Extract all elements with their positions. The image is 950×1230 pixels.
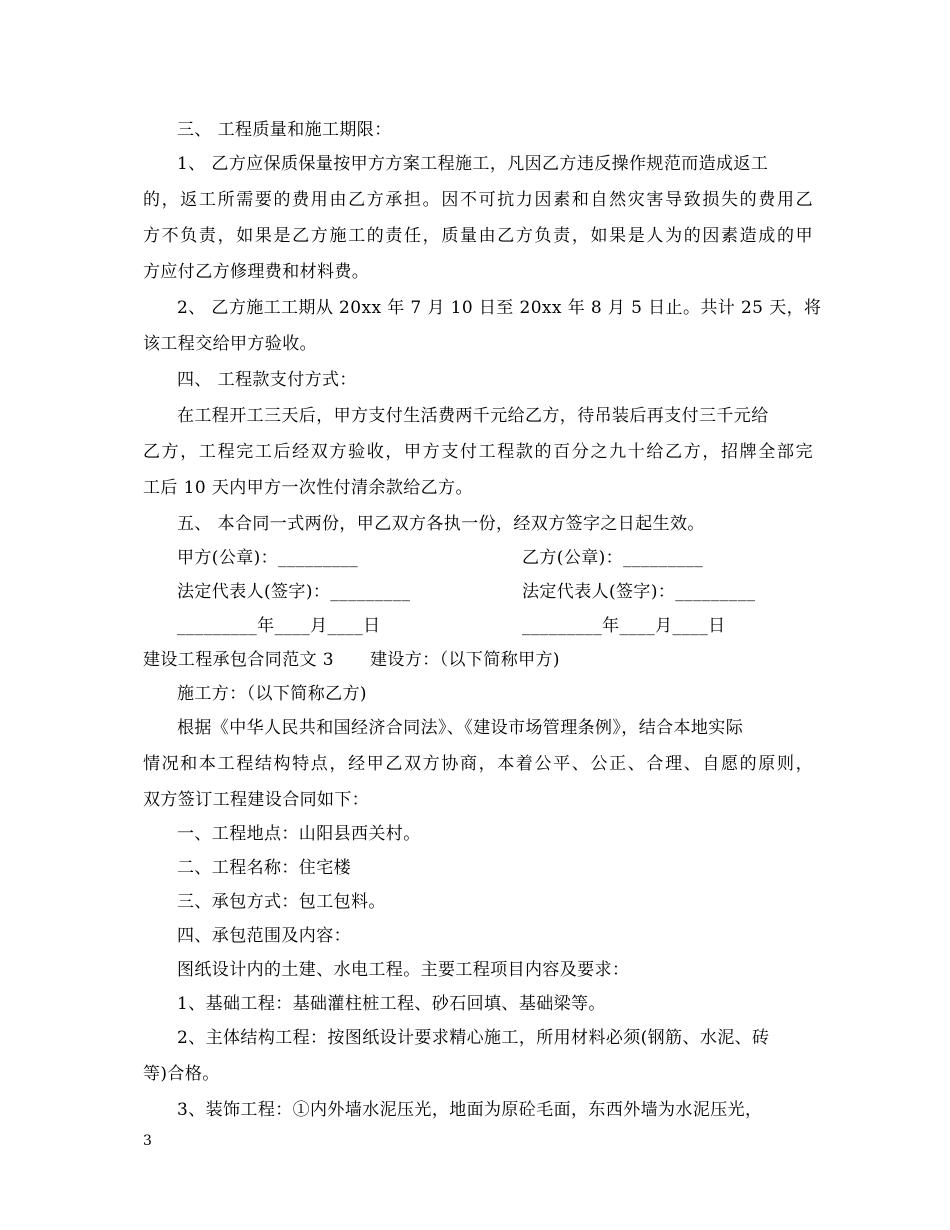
paragraph-line: 乙方，工程完工后经双方验收，甲方支付工程款的百分之九十给乙方，招牌全部完 — [143, 442, 813, 462]
party-a-date: _________年____月____日 — [177, 616, 381, 636]
paragraph-line: 情况和本工程结构特点，经甲乙双方协商，本着公平、公正、合理、自愿的原则， — [143, 754, 813, 774]
section-4-heading: 四、 工程款支付方式： — [177, 370, 357, 390]
section-5-text: 五、 本合同一式两份，甲乙双方各执一份，经双方签字之日起生效。 — [177, 514, 705, 534]
clause-item: 三、承包方式：包工包料。 — [177, 892, 386, 912]
party-a-seal: 甲方(公章)：_________ — [177, 548, 359, 568]
page-number: 3 — [143, 1133, 152, 1149]
paragraph-line: 工后 10 天内甲方一次性付清余款给乙方。 — [143, 478, 473, 498]
paragraph-line: 在工程开工三天后，甲方支付生活费两千元给乙方，待吊装后再支付三千元给 — [177, 406, 769, 426]
paragraph-line: 根据《中华人民共和国经济合同法》、《建设市场管理条例》，结合本地实际 — [177, 718, 744, 738]
party-b-seal: 乙方(公章)：_________ — [522, 548, 704, 568]
clause-item: 一、工程地点：山阳县西关村。 — [177, 824, 421, 844]
paragraph-line: 方应付乙方修理费和材料费。 — [143, 262, 370, 282]
paragraph-line: 1、 乙方应保质保量按甲方方案工程施工，凡因乙方违反操作规范而造成返工 — [177, 154, 769, 174]
clause-item: 二、工程名称：住宅楼 — [177, 858, 351, 878]
contract-3-title: 建设工程承包合同范文 3 — [143, 650, 335, 670]
paragraph-line: 2、 乙方施工工期从 20xx 年 7 月 10 日至 20xx 年 8 月 5 日止。共计 25 天，将 — [177, 298, 822, 318]
party-a-representative: 法定代表人(签字)：_________ — [177, 582, 411, 602]
party-b-date: _________年____月____日 — [522, 616, 726, 636]
paragraph-line: 的，返工所需要的费用由乙方承担。因不可抗力因素和自然灾害导致损失的费用乙 — [143, 190, 813, 210]
party-b-representative: 法定代表人(签字)：_________ — [522, 582, 756, 602]
work-item: 1、基础工程：基础灌柱桩工程、砂石回填、基础梁等。 — [177, 994, 606, 1014]
paragraph-line: 该工程交给甲方验收。 — [143, 334, 317, 354]
clause-description: 图纸设计内的土建、水电工程。主要工程项目内容及要求： — [177, 960, 630, 980]
builder-party: 建设方：（以下简称甲方) — [370, 650, 560, 670]
section-3-heading: 三、 工程质量和施工期限： — [177, 120, 392, 140]
paragraph-line: 等)合格。 — [143, 1064, 220, 1084]
contract-3-header — [143, 643, 813, 677]
work-item: 3、装饰工程：①内外墙水泥压光，地面为原砼毛面，东西外墙为水泥压光， — [177, 1100, 763, 1120]
contractor-party: 施工方：（以下简称乙方) — [177, 684, 367, 704]
paragraph-line: 方不负责，如果是乙方施工的责任，质量由乙方负责，如果是人为的因素造成的甲 — [143, 226, 813, 246]
clause-item: 四、承包范围及内容： — [177, 926, 351, 946]
paragraph-line: 双方签订工程建设合同如下： — [143, 790, 370, 810]
work-item: 2、主体结构工程：按图纸设计要求精心施工，所用材料必须(钢筋、水泥、砖 — [177, 1028, 770, 1048]
